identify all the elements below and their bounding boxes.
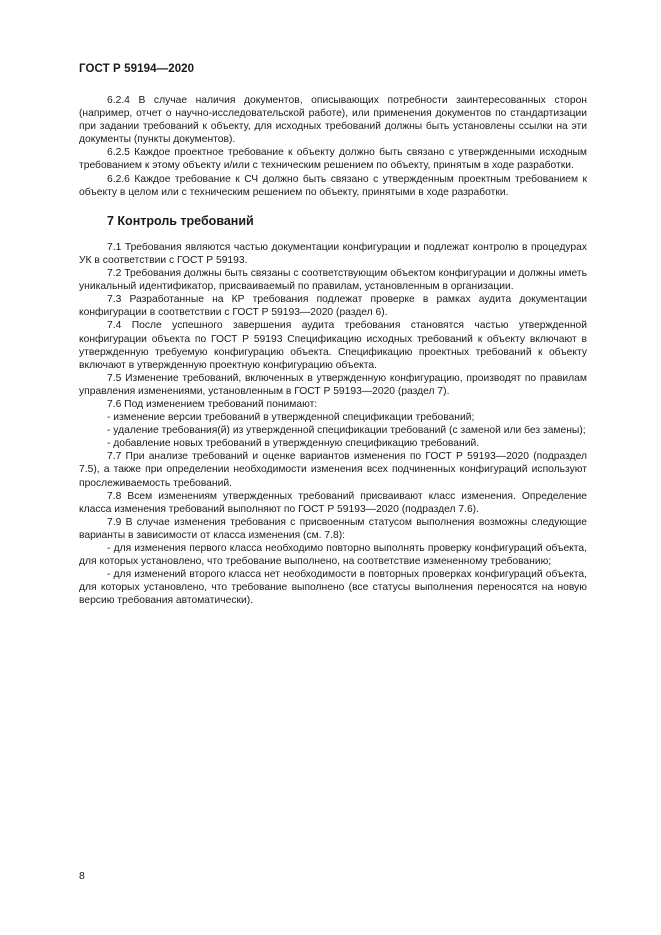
paragraph-6-2-4: 6.2.4 В случае наличия документов, описывающих потребности заинтересованных сторон (например, отчет о научно-исследовательской работе), или применения документов по стандартизации при задании требований к объекту, для исходных требований должны быть установлены ссылки на эти документы (пункты документов). [79, 95, 587, 146]
paragraph-7-2: 7.2 Требования должны быть связаны с соответствующим объектом конфигурации и должны иметь уникальный идентификатор, присваиваемый по правилам, установленным в организации. [79, 268, 587, 293]
paragraph-7-8: 7.8 Всем изменениям утвержденных требований присваивают класс изменения. Определение класса изменения требований выполняют по ГОСТ Р 59193—2020 (подраздел 7.6). [79, 490, 587, 515]
document-body [79, 94, 587, 607]
list-item-7-6-a: - изменение версии требований в утвержденной спецификации требований; [107, 412, 475, 424]
paragraph-7-3: 7.3 Разработанные на КР требования подлежат проверке в рамках аудита документации конфигурации в соответствии с ГОСТ Р 59193—2020 (раздел 6). [79, 294, 587, 319]
standard-header: ГОСТ Р 59194—2020 [79, 63, 195, 75]
paragraph-7-4: 7.4 После успешного завершения аудита требования становятся частью утвержденной конфигурации объекта по ГОСТ Р 59193 Спецификацию исходных требований к объекту включают в утвержденную требуемую конфигурацию объекта. Спецификацию проектных требований к объекту включают в утвержденную проектную конфигурацию объекта. [79, 320, 587, 371]
paragraph-6-2-5: 6.2.5 Каждое проектное требование к объекту должно быть связано с утвержденными исходным требованием к этому объекту и/или с техническим решением по объекту, принятым в ходе разработки. [79, 147, 587, 172]
paragraph-7-7: 7.7 При анализе требований и оценке вариантов изменения по ГОСТ Р 59193—2020 (подраздел 7.5), а также при определении необходимости изменения всех подчиненных конфигураций используют прослеживаемость требований. [79, 451, 587, 489]
list-item-7-6-c: - добавление новых требований в утвержденную спецификацию требований. [107, 438, 480, 450]
paragraph-6-2-6: 6.2.6 Каждое требование к СЧ должно быть связано с утвержденным проектным требованием к объекту в целом или с техническим решением по объекту, принятыми в ходе разработки. [79, 173, 587, 198]
list-item-7-9-b: - для изменений второго класса нет необходимости в повторных проверках конфигураций объекта, для которых установлено, что требование выполнено (все статусы выполнения переносятся на новую версию требования автоматически). [79, 569, 587, 607]
list-item-7-6-b: - удаление требования(й) из утвержденной спецификации требований (с заменой или без замены); [107, 425, 586, 437]
paragraph-7-9: 7.9 В случае изменения требования с присвоенным статусом выполнения возможны следующие варианты в зависимости от класса изменения (см. 7.8): [79, 516, 587, 541]
paragraph-7-6: 7.6 Под изменением требований понимают: [107, 398, 318, 410]
paragraph-7-5: 7.5 Изменение требований, включенных в утвержденную конфигурацию, производят по правилам управления изменениями, установленным в ГОСТ Р 59193—2020 (раздел 7). [79, 372, 587, 397]
section-title-7: 7 Контроль требований [107, 213, 254, 228]
list-item-7-9-a: - для изменения первого класса необходимо повторно выполнять проверку конфигураций объекта, для которых установлено, что требование выполнено, на соответствие измененному требованию; [79, 543, 587, 568]
page-number: 8 [79, 870, 85, 882]
paragraph-7-1: 7.1 Требования являются частью документации конфигурации и подлежат контролю в процедурах УК в соответствии с ГОСТ Р 59193. [79, 241, 587, 266]
